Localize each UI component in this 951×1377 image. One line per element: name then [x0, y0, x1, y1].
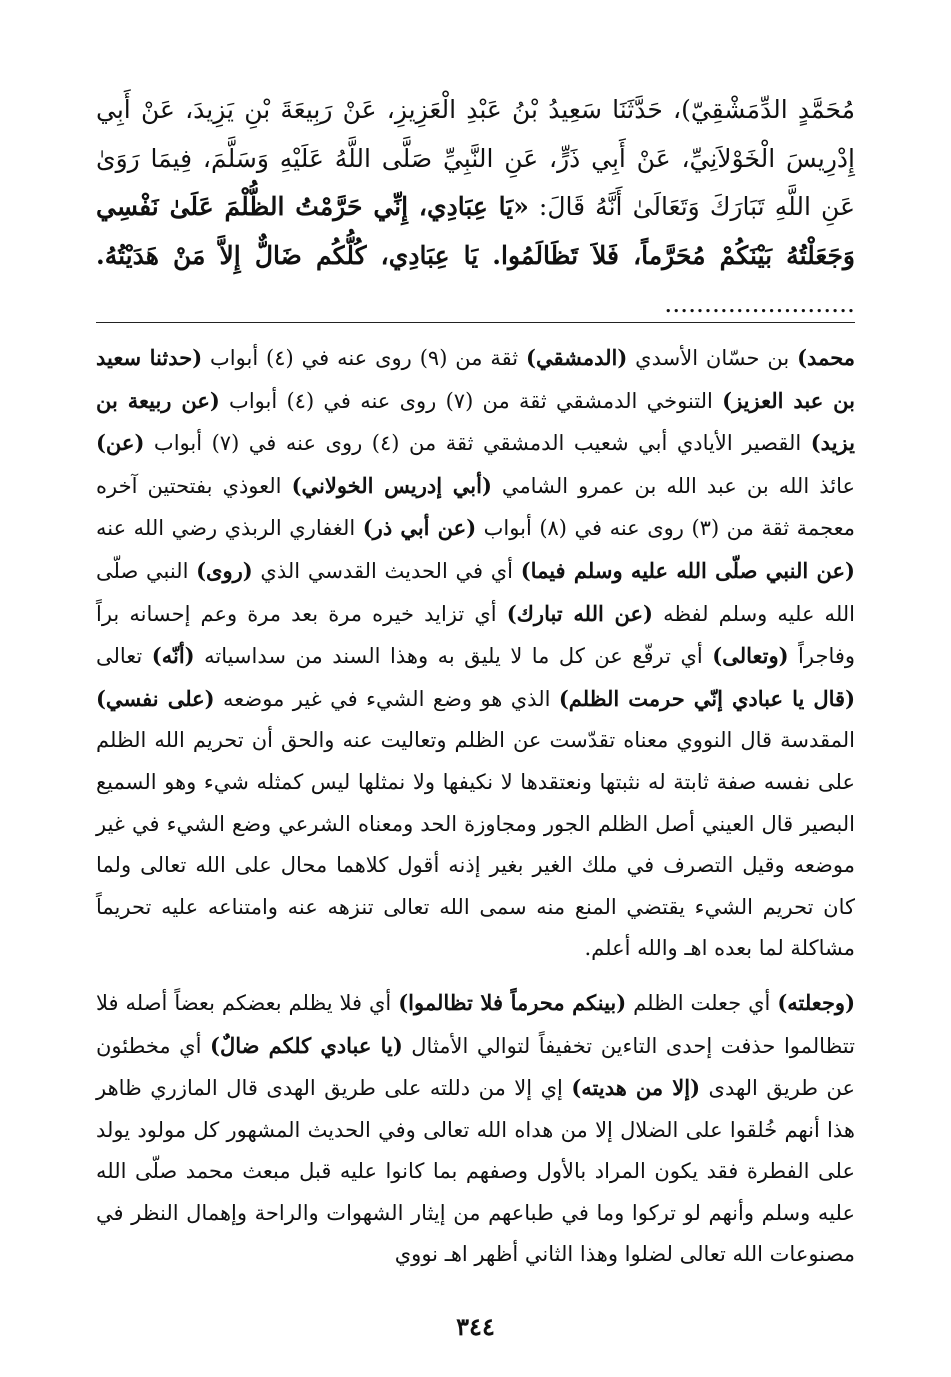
hadith-chain: مُحَمَّدٍ الدِّمَشْقِيّ)، حَدَّثَنَا سَعِيدُ بْنُ عَبْدِ الْعَزِيزِ، عَنْ رَبِيعَةَ بْنِ يَزِيدَ، عَنْ أَبِي إِدْرِيسَ الْخَوْلاَنِيِّ، عَنْ أَبِي ذَرٍّ، عَنِ النَّبِيِّ صَلَّى اللَّهُ عَلَيْهِ وَسَلَّمَ، فِيمَا رَوَىٰ عَنِ اللَّهِ تَبَارَكَ وَتَعَالَىٰ أَنَّهُ قَالَ:: [96, 95, 855, 221]
segment: بن حسّان الأسدي: [627, 346, 798, 370]
segment: (عن أبي ذر): [362, 515, 477, 541]
segment: أي تزايد خيره مرة بعد مرة وعم إحسانه براً وفاجراً: [96, 601, 856, 669]
segment: (وتعالى): [712, 643, 789, 669]
segment: (قال يا عبادي إنّي حرمت الظلم): [558, 685, 856, 711]
segment: (بينكم محرماً فلا تظالموا): [398, 989, 627, 1015]
segment: عائذ الله بن عبد الله بن عمرو الشامي: [491, 473, 855, 498]
segment: إي إلا من دللته على طريق الهدى قال المازري ظاهر هذا أنهم خُلقوا على الضلال إلا من هداه الله تعالى وفي الحديث المشهور كل مولود يولد على الفطرة فقد يكون المراد بالأول وصفهم بما كانوا عليه قبل مبعث محمد صلّى الله عليه وسلم وأنهم لو تركوا وما في طباعهم من إيثار الشهوات والراحة وإهمال النظر في مصنوعات الله تعالى لضلوا وهذا الثاني أظهر اهـ نووي: [96, 1076, 855, 1267]
segment: (الدمشقي): [526, 345, 628, 370]
segment: (يا عبادي كلكم ضالٌ): [210, 1032, 403, 1058]
hadith-matn: «يَا عِبَادِي، إِنِّي حَرَّمْتُ الظُّلْمَ عَلَىٰ نَفْسِي وَجَعَلْتُهُ بَيْنَكُمْ مُحَرَّماً، فَلاَ تَظَالَمُوا. يَا عِبَادِي، كُلُّكُم ضَالٌّ إِلاَّ مَنْ هَدَيْتُهُ.: [96, 192, 855, 270]
page-number: ٣٤٤: [456, 1312, 495, 1341]
segment: التنوخي الدمشقي ثقة من (٧) روى عنه في (٤) أبواب: [219, 388, 723, 413]
segment: المقدسة قال النووي معناه تقدّست عن الظلم وتعاليت عنه والحق أن تحريم الله الظلم على نفسه صفة ثابتة له نثبتها ونعتقدها لا نكيفها ولا نمثلها ليس كمثله شيء وهو السميع البصير قال العيني أصل الظلم الجور ومجاوزة الحد ومعناه الشرعي وضع الشيء في غير موضعه وقيل التصرف في ملك الغير بغير إذنه أقول كلاهما محال على الله تعالى ولما كان تحريم الشيء يقتضي المنع منه سمى الله تعالى تنزهه عنه وامتناعه عليه تحريماً مشاكلة لما بعده اهـ والله أعلم.: [96, 728, 855, 961]
segment: أي مخطئون عن طريق الهدى: [96, 1033, 856, 1101]
segment: (إلا من هديته): [571, 1075, 701, 1101]
segment: (وجعلته): [777, 989, 856, 1015]
segment: (عن ربيعة بن يزيد): [96, 387, 855, 456]
segment: القصير الأيادي أبي شعيب الدمشقي ثقة من (٤) روى عنه في (٧) أبواب: [144, 431, 811, 456]
segment: ثقة من (٩) روى عنه في (٤) أبواب: [202, 346, 527, 370]
segment: أي جعلت الظلم: [626, 990, 778, 1015]
segment: (روى): [196, 557, 253, 583]
segment: أي في الحديث القدسي الذي: [252, 558, 521, 583]
segment: أي فلا يظلم بعضكم بعضاً أصله فلا تتظالموا حذفت إحدى التاءين تخفيفاً لتوالي الأمثال: [96, 990, 855, 1058]
commentary-paragraph-1: [96, 337, 855, 970]
segment: (على نفسي): [96, 685, 215, 711]
segment: العوذي بفتحتين آخره معجمة ثقة من (٣) روى عنه في (٨) أبواب: [96, 473, 856, 541]
segment: (عن الله تبارك): [506, 600, 653, 626]
hadith-continuation-dots: ........................: [664, 289, 855, 318]
commentary-paragraph-2: [96, 982, 855, 1276]
segment: (حدثنا سعيد بن عبد العزيز): [96, 345, 855, 413]
segment: (أنّه): [151, 643, 195, 669]
segment: محمد): [797, 345, 855, 370]
segment: (عن النبي صلّى الله عليه وسلم فيما): [520, 557, 855, 583]
segment: الذي هو وضع الشيء في غير موضعه: [214, 686, 559, 711]
segment: الغفاري الربذي رضي الله عنه: [96, 516, 363, 541]
segment: (عن): [96, 430, 145, 456]
commentary: [96, 337, 856, 1267]
hadith-text: [96, 86, 855, 318]
segment: أي ترفّع عن كل ما لا يليق به وهذا السند من سداسياته: [194, 644, 713, 669]
segment: تعالى: [96, 644, 152, 669]
segment: النبي صلّى الله عليه وسلم لفظه: [96, 558, 856, 626]
page: [96, 86, 855, 1377]
segment: (أبي إدريس الخولاني): [291, 472, 492, 498]
